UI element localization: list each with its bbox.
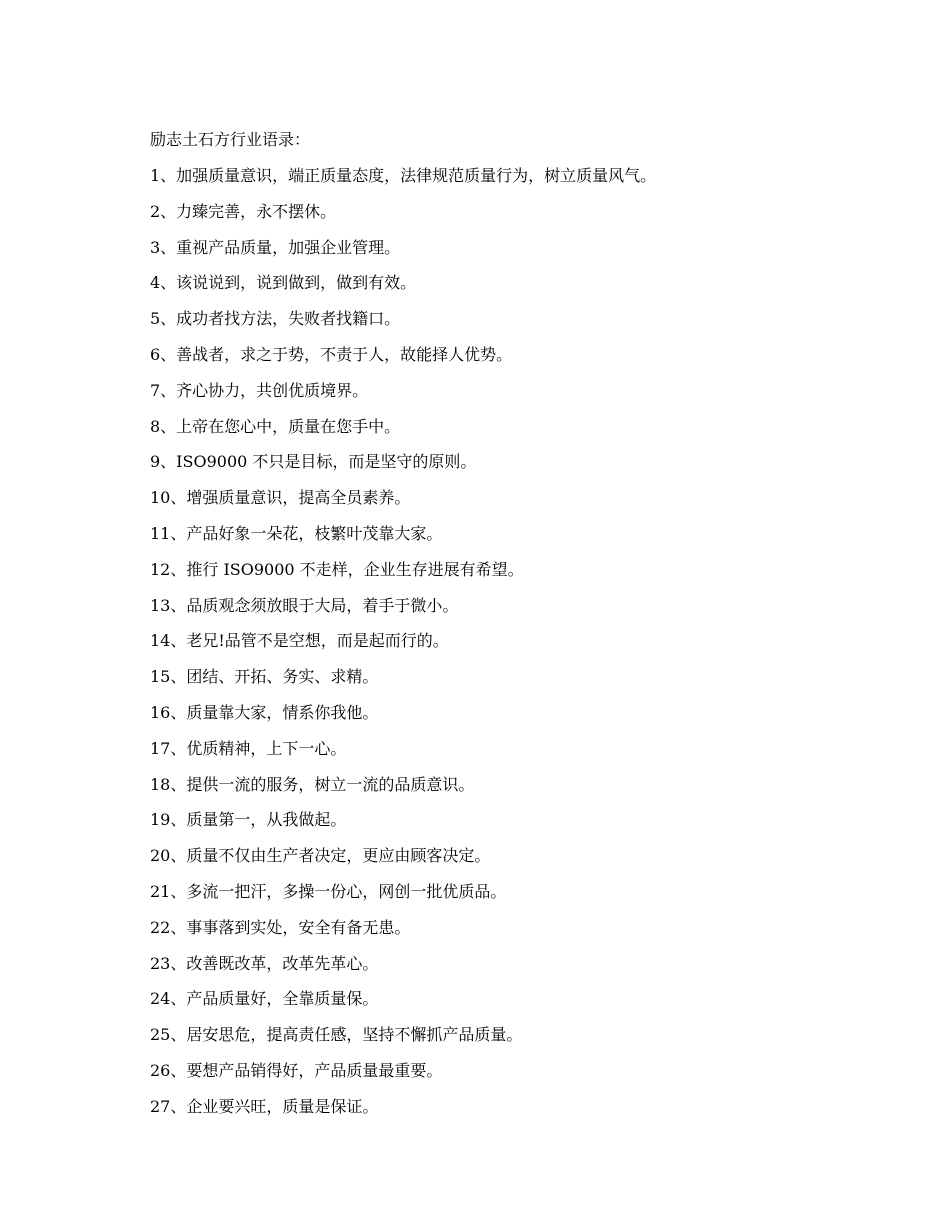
quote-line-10: 10、增强质量意识，提高全员素养。 [150, 488, 411, 508]
quote-line-1: 1、加强质量意识，端正质量态度，法律规范质量行为，树立质量风气。 [150, 166, 657, 185]
quote-line-15: 15、团结、开拓、务实、求精。 [150, 667, 379, 687]
quote-line-9: 9、ISO9000 不只是目标，而是坚守的原则。 [150, 452, 477, 472]
quote-line-11: 11、产品好象一朵花，枝繁叶茂靠大家。 [150, 523, 443, 543]
quote-line-17: 17、优质精神，上下一心。 [150, 738, 347, 758]
document-title: 励志土石方行业语录： [150, 130, 311, 149]
quote-line-8: 8、上帝在您心中，质量在您手中。 [150, 416, 401, 436]
quote-line-12: 12、推行 ISO9000 不走样，企业生存进展有希望。 [150, 559, 524, 579]
quote-line-3: 3、重视产品质量，加强企业管理。 [150, 237, 401, 257]
quote-line-22: 22、事事落到实处，安全有备无患。 [150, 917, 411, 937]
quote-line-4: 4、该说说到，说到做到，做到有效。 [150, 273, 417, 293]
quote-line-20: 20、质量不仅由生产者决定，更应由顾客决定。 [150, 846, 491, 866]
quote-line-25: 25、居安思危，提高责任感，坚持不懈抓产品质量。 [150, 1025, 523, 1045]
document-body [150, 122, 870, 1125]
quote-line-7: 7、齐心协力，共创优质境界。 [150, 380, 369, 400]
quote-line-18: 18、提供一流的服务，树立一流的品质意识。 [150, 774, 475, 794]
quote-line-27: 27、企业要兴旺，质量是保证。 [150, 1096, 379, 1116]
quote-line-23: 23、改善既改革，改革先革心。 [150, 953, 379, 973]
quote-line-16: 16、质量靠大家，情系你我他。 [150, 702, 379, 722]
quote-line-24: 24、产品质量好，全靠质量保。 [150, 989, 379, 1009]
quote-line-19: 19、质量第一，从我做起。 [150, 810, 347, 830]
quote-line-26: 26、要想产品销得好，产品质量最重要。 [150, 1060, 443, 1080]
quote-line-2: 2、力臻完善，永不摆休。 [150, 201, 337, 221]
quote-line-14: 14、老兄!品管不是空想，而是起而行的。 [150, 631, 449, 651]
quote-line-5: 5、成功者找方法，失败者找籍口。 [150, 309, 401, 329]
quote-list [150, 158, 870, 1125]
quote-line-13: 13、品质观念须放眼于大局，着手于微小。 [150, 595, 459, 615]
quote-line-21: 21、多流一把汗，多操一份心，网创一批优质品。 [150, 881, 507, 901]
quote-line-6: 6、善战者，求之于势，不责于人，故能择人优势。 [150, 344, 513, 364]
